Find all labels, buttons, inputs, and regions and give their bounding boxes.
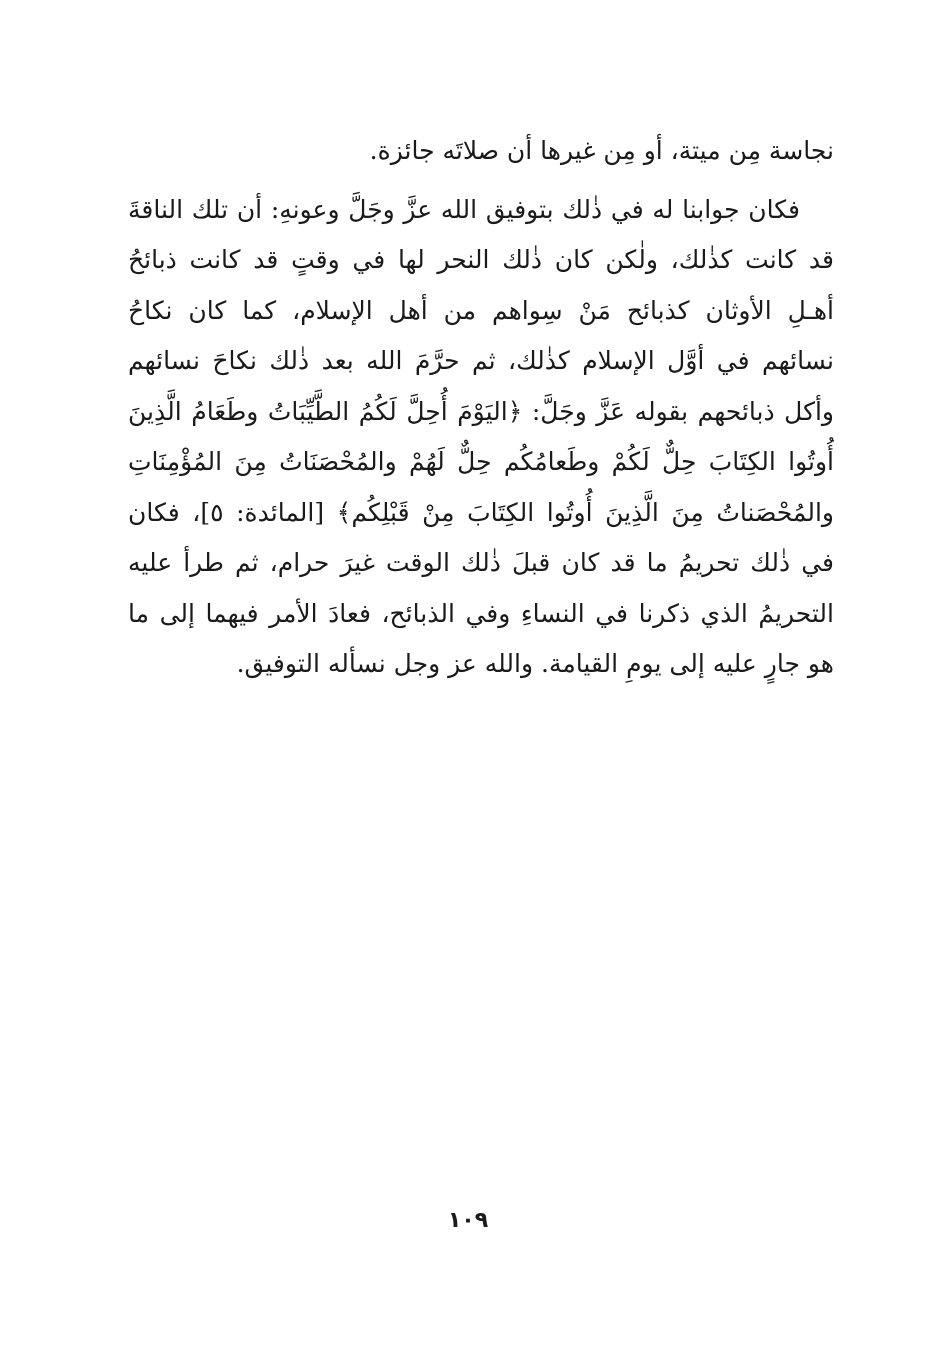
text-line-5: نسائهم في أوَّل الإسلام كذٰلك، ثم حرَّمَ الله بعد ذٰلك نكاحَ نسائهم xyxy=(128,346,834,375)
text-line-11: هو جارٍ عليه إلى يومِ القيامة. والله عز وجل نسأله التوفيق. xyxy=(236,649,834,678)
page-number: ١٠٩ xyxy=(447,1208,489,1233)
text-line-3: قد كانت كذٰلك، ولٰكن كان ذٰلك النحر لها في وقتٍ قد كانت ذبائحُ xyxy=(128,245,834,274)
text-line-4: أهـلِ الأوثان كذبائح مَنْ سِواهم من أهل الإسلام، كما كان نكاحُ xyxy=(128,295,834,325)
text-line-2: فكان جوابنا له في ذٰلك بتوفيق الله عزَّ وجَلَّ وعونهِ: أن تلك الناقةَ xyxy=(128,194,800,224)
text-line-1: نجاسة مِن ميتة، أو مِن غيرها أن صلاتَه جائزة. xyxy=(369,136,834,165)
text-line-7: أُوتُوا الكِتَابَ حِلٌّ لَكُمْ وطَعامُكُم حِلٌّ لَهُمْ والمُحْصَنَاتُ مِنَ المُؤْمِنَاتِ xyxy=(128,447,834,476)
body-text xyxy=(128,126,834,690)
paragraph-gap xyxy=(128,177,834,185)
text-line-8: والمُحْصَناتُ مِنَ الَّذِينَ أُوتُوا الكِتَابَ مِنْ قَبْلِكُم﴾ [المائدة: ٥]، فكان xyxy=(128,497,834,527)
text-line-9: في ذٰلك تحريمُ ما قد كان قبلَ ذٰلك الوقت غيرَ حرام، ثم طرأ عليه xyxy=(128,548,834,577)
text-line-10: التحريمُ الذي ذكرنا في النساءِ وفي الذبائح، فعادَ الأمر فيهما إلى ما xyxy=(128,598,834,628)
text-line-6: وأكل ذبائحهم بقوله عَزَّ وجَلَّ: ﴿اليَوْمَ أُحِلَّ لَكُمُ الطَّيِّبَاتُ وطَعَامُ الَّذِينَ xyxy=(128,396,834,426)
